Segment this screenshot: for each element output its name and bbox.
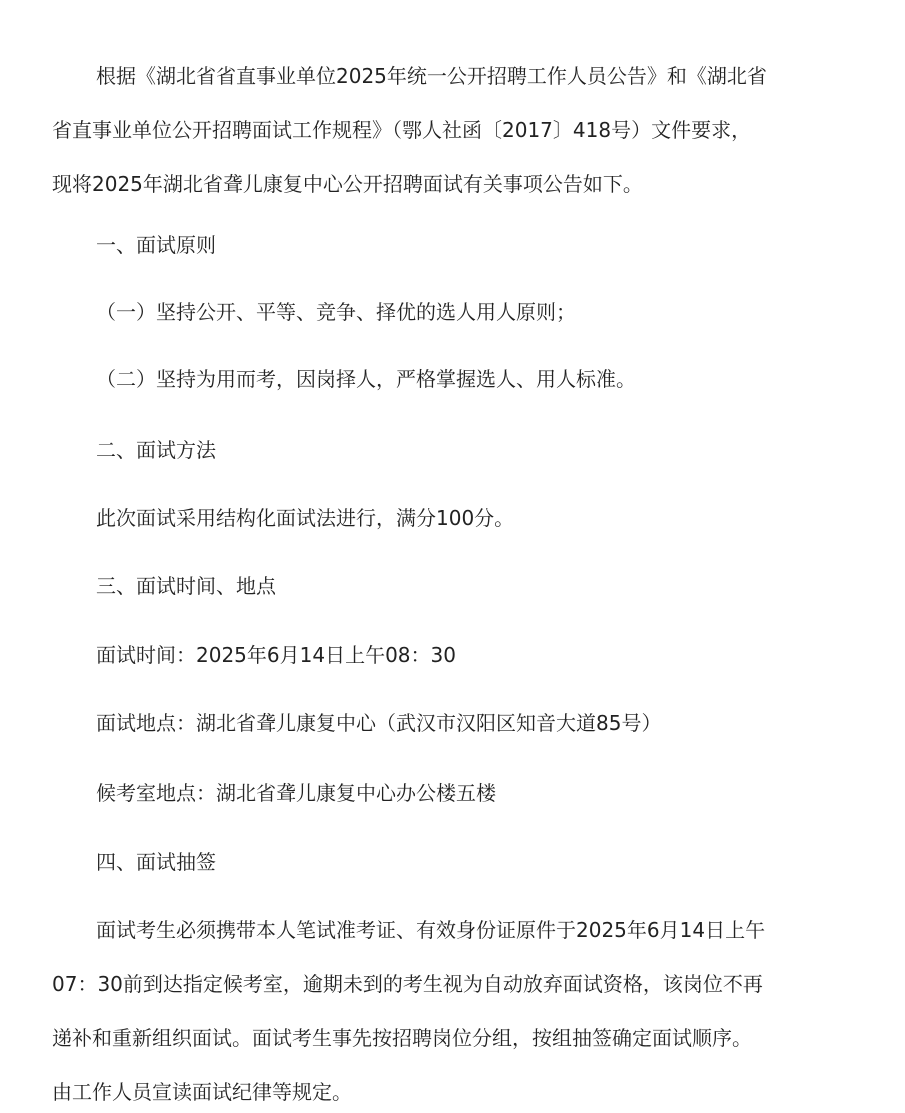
interview-place: 面试地点：湖北省聋儿康复中心（武汉市汉阳区知音大道85号） xyxy=(96,711,662,735)
waiting-room-place: 候考室地点：湖北省聋儿康复中心办公楼五楼 xyxy=(96,781,496,805)
intro-paragraph xyxy=(52,55,767,205)
section-4-paragraph xyxy=(52,909,765,1113)
section-4-line-4: 由工作人员宣读面试纪律等规定。 xyxy=(52,1080,352,1104)
section-3-title: 三、面试时间、地点 xyxy=(96,574,276,598)
section-2-title: 二、面试方法 xyxy=(96,438,216,462)
intro-line-2: 省直事业单位公开招聘面试工作规程》（鄂人社函〔2017〕418号）文件要求， xyxy=(52,118,752,142)
section-4-title: 四、面试抽签 xyxy=(96,850,216,874)
intro-line-3: 现将2025年湖北省聋儿康复中心公开招聘面试有关事项公告如下。 xyxy=(52,172,643,196)
section-2-body: 此次面试采用结构化面试法进行，满分100分。 xyxy=(96,506,515,530)
interview-time: 面试时间：2025年6月14日上午08：30 xyxy=(96,643,456,667)
section-4-line-1: 面试考生必须携带本人笔试准考证、有效身份证原件于2025年6月14日上午 xyxy=(96,918,766,942)
section-4-line-3: 递补和重新组织面试。面试考生事先按招聘岗位分组，按组抽签确定面试顺序。 xyxy=(52,1026,752,1050)
section-1-item-1: （一）坚持公开、平等、竞争、择优的选人用人原则； xyxy=(96,300,576,324)
section-1-title: 一、面试原则 xyxy=(96,233,216,257)
intro-line-1: 根据《湖北省省直事业单位2025年统一公开招聘工作人员公告》和《湖北省 xyxy=(96,64,767,88)
section-4-line-2: 07：30前到达指定候考室，逾期未到的考生视为自动放弃面试资格，该岗位不再 xyxy=(52,972,763,996)
section-1-item-2: （二）坚持为用而考，因岗择人，严格掌握选人、用人标准。 xyxy=(96,367,636,391)
